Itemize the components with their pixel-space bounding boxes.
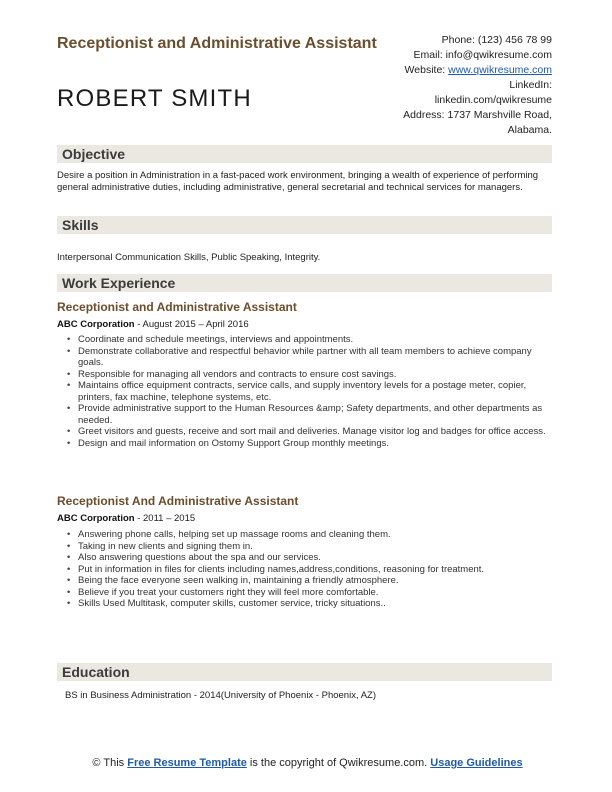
company-name-1: ABC Corporation [57, 319, 135, 330]
address-label: Address: [403, 109, 445, 121]
phone-label: Phone: [441, 34, 475, 46]
phone-value: (123) 456 78 99 [477, 34, 552, 46]
footer-middle: is the copyright of Qwikresume.com. [246, 757, 431, 769]
list-item: • Greet visitors and guests, receive and sort mail and deliveries. Manage visitor log and badges for office access. [65, 426, 551, 438]
section-title-education: Education [62, 664, 130, 680]
website-link[interactable]: www.qwikresume.com [448, 64, 552, 76]
list-item: • Put in information in files for clients including names,address,conditions, reasoning for treatment. [65, 564, 551, 576]
footer-prefix: © This [92, 757, 128, 769]
email-value: info@qwikresume.com [445, 49, 552, 61]
resume-header [57, 33, 552, 136]
section-objective [57, 145, 552, 163]
list-item: • Believe if you treat your customers right they will feel more comfortable. [65, 587, 551, 599]
usage-guidelines-link[interactable]: Usage Guidelines [430, 757, 523, 769]
job-title-2: Receptionist And Administrative Assistant [57, 494, 299, 508]
section-education [57, 663, 552, 681]
list-item: • Answering phone calls, helping set up massage rooms and cleaning them. [65, 529, 551, 541]
list-item: • Skills Used Multitask, computer skills, customer service, tricky situations.. [65, 598, 551, 610]
list-item: • Also answering questions about the spa and our services. [65, 552, 551, 564]
education-entry: BS in Business Administration - 2014(University of Phoenix - Phoenix, AZ) [65, 690, 377, 701]
company-line-1 [57, 319, 249, 330]
job-bullets-1 [65, 334, 551, 449]
contact-phone [322, 33, 552, 48]
section-work-experience [57, 274, 552, 292]
list-item: • Provide administrative support to the Human Resources &amp; Safety departments, and other departments as needed. [65, 403, 551, 426]
job-title: Receptionist and Administrative Assistant [57, 35, 377, 52]
job-bullets-2 [65, 529, 551, 610]
contact-address [322, 108, 552, 138]
section-skills [57, 216, 552, 234]
list-item: • Coordinate and schedule meetings, interviews and appointments. [65, 334, 551, 346]
objective-text: Desire a position in Administration in a fast-paced work environment, bringing a wealth of experience of performing general administrative duties, including administrative, general secretarial and technical services for managers. [57, 170, 539, 193]
contact-website [322, 63, 552, 78]
linkedin-value: linkedin.com/qwikresume [434, 94, 552, 106]
section-title-skills: Skills [62, 217, 99, 233]
website-label: Website: [404, 64, 446, 76]
company-line-2 [57, 513, 195, 524]
job-title-1: Receptionist and Administrative Assistant [57, 300, 297, 314]
list-item: • Design and mail information on Ostomy Support Group monthly meetings. [65, 438, 551, 450]
skills-text: Interpersonal Communication Skills, Public Speaking, Integrity. [57, 252, 321, 263]
contact-email [322, 48, 552, 63]
list-item: • Demonstrate collaborative and respectful behavior while partner with all team members to achieve company goals. [65, 346, 551, 369]
copyright-footer [80, 757, 535, 770]
job-dates-2: - 2011 – 2015 [134, 513, 196, 524]
email-label: Email: [413, 49, 443, 61]
candidate-name: ROBERT SMITH [57, 85, 252, 112]
list-item: • Responsible for managing all vendors and contracts to ensure cost savings. [65, 369, 551, 381]
contact-block [322, 33, 552, 138]
list-item: • Maintains office equipment contracts, service calls, and supply inventory levels for a postage meter, copier, printers, fax machine, telephone systems, etc. [65, 380, 551, 403]
list-item: • Taking in new clients and signing them in. [65, 541, 551, 553]
list-item: • Being the face everyone seen walking in, maintaining a friendly atmosphere. [65, 575, 551, 587]
section-title-objective: Objective [62, 146, 126, 162]
company-name-2: ABC Corporation [57, 513, 135, 524]
job-dates-1: - August 2015 – April 2016 [134, 319, 249, 330]
free-resume-template-link[interactable]: Free Resume Template [127, 757, 247, 769]
linkedin-label: LinkedIn: [509, 79, 552, 91]
address-value: 1737 Marshville Road, Alabama. [447, 109, 552, 136]
section-title-work-experience: Work Experience [62, 275, 176, 291]
